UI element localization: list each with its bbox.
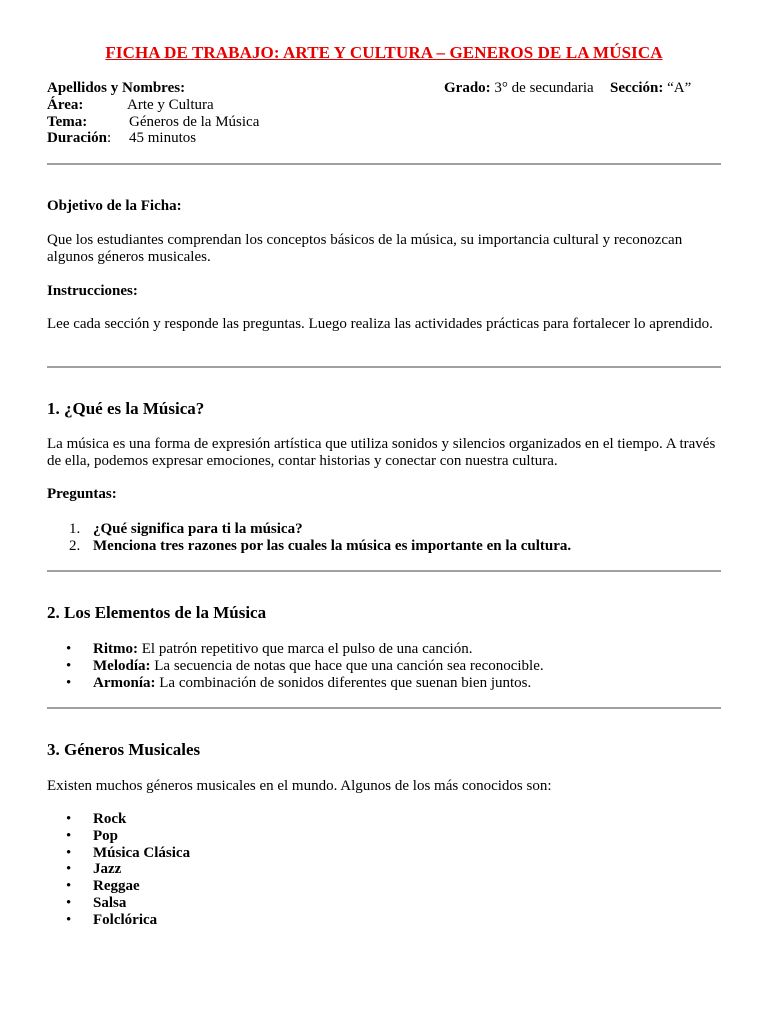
element-term: Ritmo: (93, 641, 138, 657)
question-number: 1. (69, 521, 81, 537)
divider (47, 366, 721, 368)
seccion-value: “A” (667, 80, 692, 96)
element-desc: La combinación de sonidos diferentes que suenan bien juntos. (155, 675, 532, 691)
instrucciones-text: Lee cada sección y responde las preguntas. Luego realiza las actividades prácticas para fortalecer lo aprendido. (47, 316, 713, 332)
duracion-field (47, 130, 111, 147)
page-title: FICHA DE TRABAJO: ARTE Y CULTURA – GENEROS DE LA MÚSICA (105, 43, 663, 62)
section-3-text: Existen muchos géneros musicales en el mundo. Algunos de los más conocidos son: (47, 778, 552, 794)
question-text: ¿Qué significa para ti la música? (93, 521, 303, 537)
bullet-icon: • (66, 895, 72, 911)
section-1-text: La música es una forma de expresión artística que utiliza sonidos y silencios organizados en el tiempo. A través de ella, podemos expresar emociones, contar historias y conectar con nuestra cultura. (47, 436, 716, 469)
divider (47, 707, 721, 709)
bullet-icon: • (66, 675, 72, 691)
grado-value: 3° de secundaria (494, 80, 594, 96)
preguntas-label: Preguntas: (47, 486, 117, 502)
element-term: Armonía: (93, 675, 156, 691)
bullet-icon: • (66, 845, 72, 861)
bullet-icon: • (66, 912, 72, 928)
element-item (93, 675, 531, 692)
element-item (93, 658, 544, 675)
bullet-icon: • (66, 828, 72, 844)
genre-item: Rock (93, 811, 127, 827)
element-desc: El patrón repetitivo que marca el pulso de una canción. (138, 641, 473, 657)
genre-item: Pop (93, 828, 119, 844)
duracion-colon: : (107, 130, 112, 146)
genre-item: Música Clásica (93, 845, 191, 861)
tema-value: Géneros de la Música (129, 114, 260, 130)
bullet-icon: • (66, 861, 72, 877)
tema-label: Tema: (47, 114, 88, 130)
objetivo-text: Que los estudiantes comprendan los conceptos básicos de la música, su importancia cultural y reconozcan algunos géneros musicales. (47, 232, 683, 265)
area-label: Área: (47, 97, 84, 113)
genre-item: Jazz (93, 861, 122, 877)
genre-item: Salsa (93, 895, 127, 911)
bullet-icon: • (66, 878, 72, 894)
divider (47, 570, 721, 572)
genre-item: Folclórica (93, 912, 158, 928)
element-desc: La secuencia de notas que hace que una canción sea reconocible. (150, 658, 544, 674)
question-text: Menciona tres razones por las cuales la música es importante en la cultura. (93, 538, 572, 554)
bullet-icon: • (66, 641, 72, 657)
seccion-field (610, 80, 691, 97)
duracion-label: Duración (47, 130, 107, 146)
section-3-heading: 3. Géneros Musicales (47, 740, 201, 759)
element-term: Melodía: (93, 658, 151, 674)
bullet-icon: • (66, 811, 72, 827)
divider (47, 163, 721, 165)
grado-field (444, 80, 594, 97)
section-2-heading: 2. Los Elementos de la Música (47, 603, 267, 622)
duracion-value: 45 minutos (129, 130, 197, 146)
genre-item: Reggae (93, 878, 140, 894)
bullet-icon: • (66, 658, 72, 674)
nombres-label: Apellidos y Nombres: (47, 80, 186, 96)
objetivo-heading: Objetivo de la Ficha: (47, 198, 182, 214)
area-value: Arte y Cultura (127, 97, 214, 113)
seccion-label: Sección: (610, 80, 664, 96)
grado-label: Grado: (444, 80, 491, 96)
section-1-heading: 1. ¿Qué es la Música? (47, 399, 205, 418)
element-item (93, 641, 472, 658)
question-number: 2. (69, 538, 81, 554)
instrucciones-heading: Instrucciones: (47, 283, 138, 299)
